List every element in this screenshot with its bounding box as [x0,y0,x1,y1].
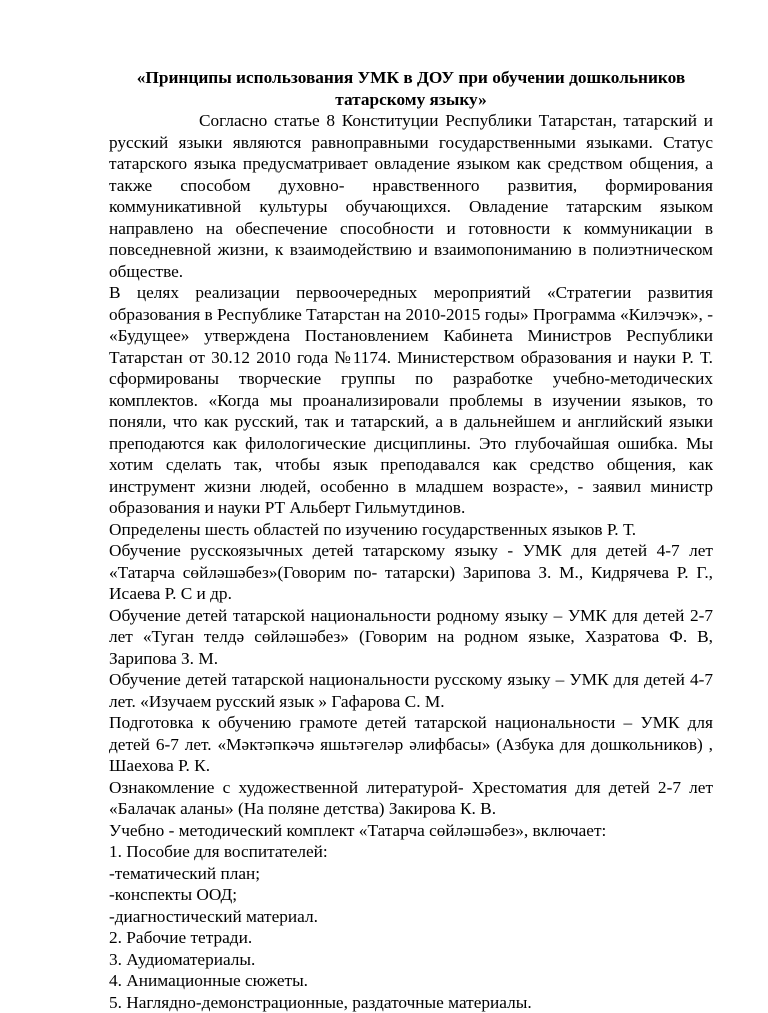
list-item: 1. Пособие для воспитателей: [109,841,713,863]
paragraph-constitution: Согласно статье 8 Конституции Республики Татарстан, татарский и русский языки являются равноправными государственными языками. Статус татарского языка предусматривает овладение языком как средством общения, а также способом духовно- нравственного развития, формирования коммуникативной культуры обучающихся. Овладение татарским языком направлено на обеспечение способности и готовности к коммуникации в повседневной жизни, к взаимодействию и взаимопониманию в полиэтническом обществе. [109,110,713,282]
list-item: -конспекты ООД; [109,884,713,906]
paragraph-strategy: В целях реализации первоочередных мероприятий «Стратегии развития образования в Республике Татарстан на 2010-2015 годы» Программа «Килэчэк», - «Будущее» утверждена Постановлением Кабинета Министров Республики Татарстан от 30.12 2010 года №1174. Министерством образования и науки Р. Т. сформированы творческие группы по разработке учебно-методических комплектов. «Когда мы проанализировали проблемы в изучении языков, то поняли, что как русский, так и татарский, а в дальнейшем и английский языки преподаются как филологические дисциплины. Это глубочайшая ошибка. Мы хотим сделать так, чтобы язык преподавался как средство общения, как инструмент жизни людей, особенно в младшем возрасте», - заявил министр образования и науки РТ Альберт Гильмутдинов. [109,282,713,519]
document-title: «Принципы использования УМК в ДОУ при обучении дошкольников татарскому языку» [109,67,713,110]
paragraph-literacy: Подготовка к обучению грамоте детей татарской национальности – УМК для детей 6-7 лет. «Мәктәпкәчә яшьтәгеләр әлифбасы» (Азбука для дошкольников) , Шаехова Р. К. [109,712,713,777]
document-page [109,67,713,1013]
list-item: -тематический план; [109,863,713,885]
list-item: 4. Анимационные сюжеты. [109,970,713,992]
paragraph-umk-intro: Учебно - методический комплект «Татарча сөйләшәбез», включает: [109,820,713,842]
paragraph-native-language: Обучение детей татарской национальности родному языку – УМК для детей 2-7 лет «Туган телдә сөйләшәбез» (Говорим на родном языке, Хазратова Ф. В, Зарипова З. М. [109,605,713,670]
paragraph-russian-language: Обучение детей татарской национальности русскому языку – УМК для детей 4-7 лет. «Изучаем русский язык » Гафарова С. М. [109,669,713,712]
list-item: 2. Рабочие тетради. [109,927,713,949]
umk-component-list [109,841,713,1013]
paragraph-six-areas: Определены шесть областей по изучению государственных языков Р. Т. [109,519,713,541]
paragraph-literature: Ознакомление с художественной литературой- Хрестоматия для детей 2-7 лет «Балачак аланы» (На поляне детства) Закирова К. В. [109,777,713,820]
list-item: 5. Наглядно-демонстрационные, раздаточные материалы. [109,992,713,1013]
list-item: 3. Аудиоматериалы. [109,949,713,971]
paragraph-russian-speaking-children: Обучение русскоязычных детей татарскому языку - УМК для детей 4-7 лет «Татарча сөйләшәбез»(Говорим по- татарски) Зарипова З. М., Кидрячева Р. Г., Исаева Р. С и др. [109,540,713,605]
list-item: -диагностический материал. [109,906,713,928]
